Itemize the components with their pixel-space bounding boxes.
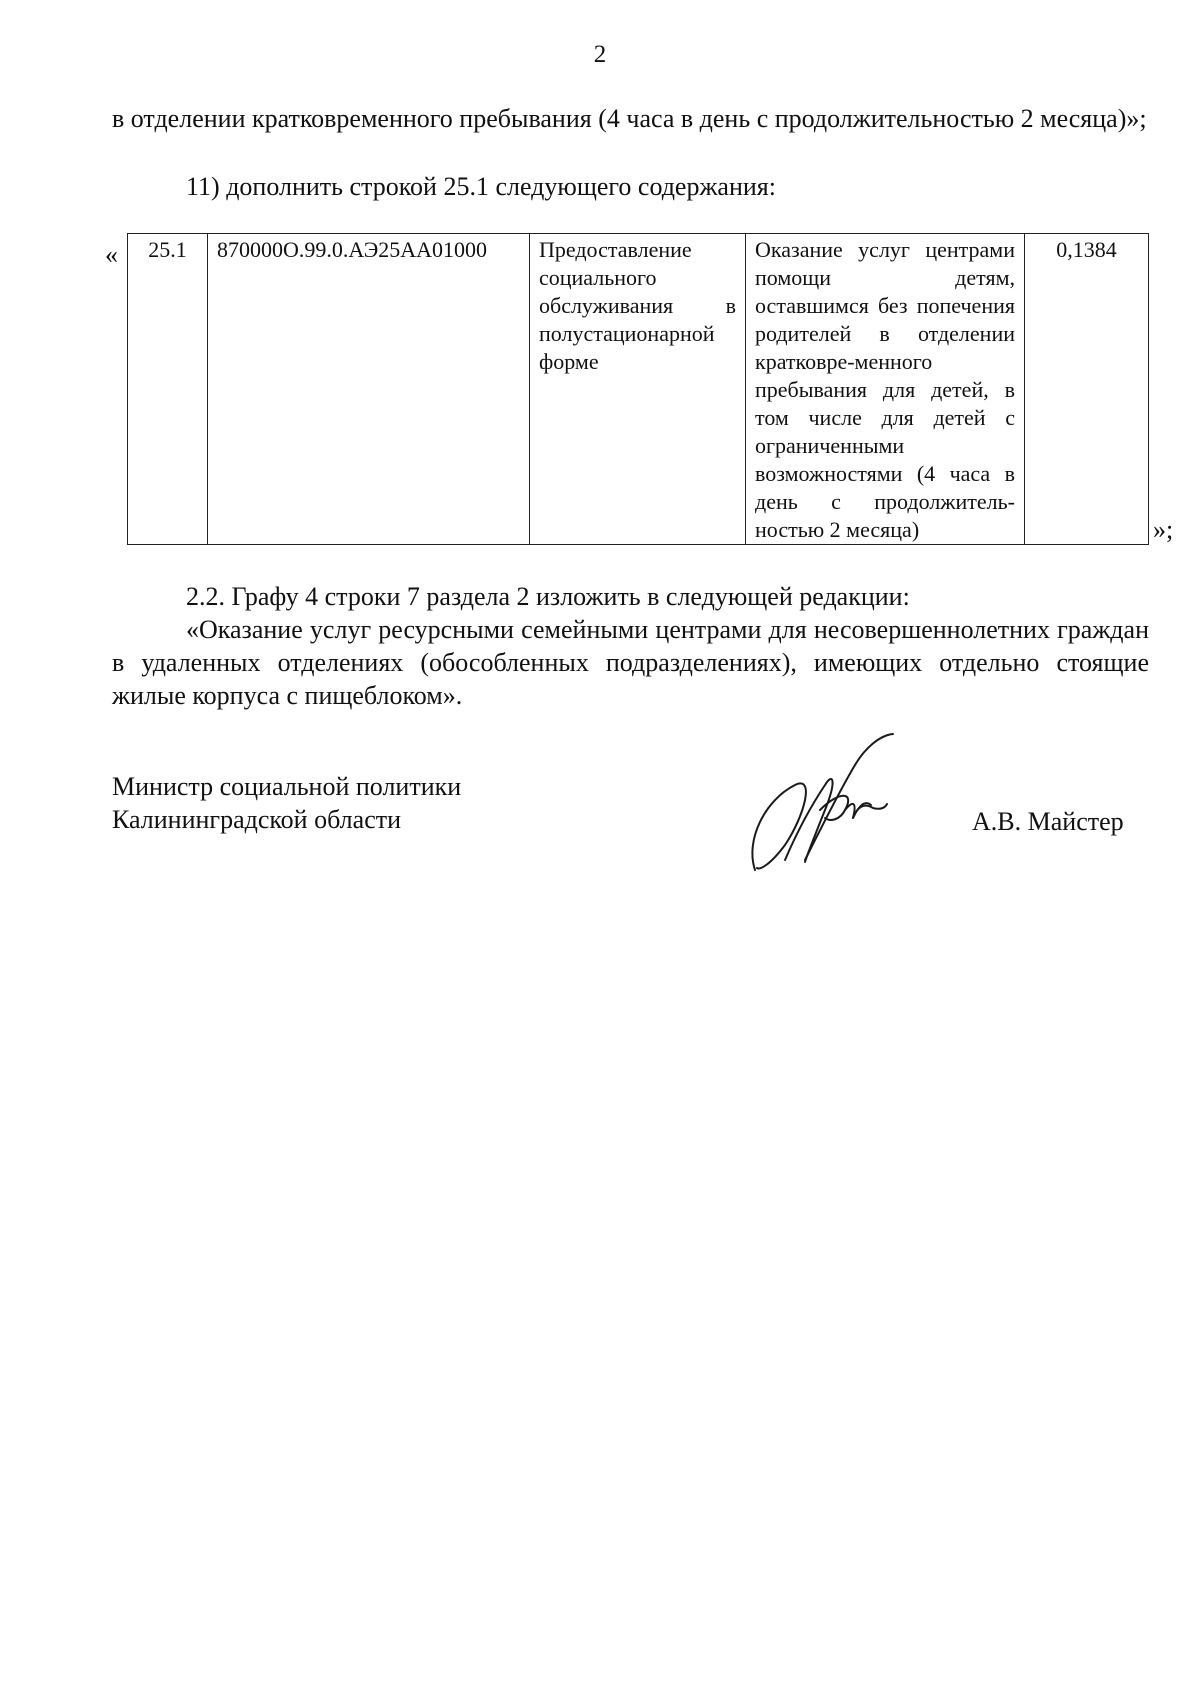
signatory-position xyxy=(112,770,461,836)
table-close-quote: »; xyxy=(1153,515,1174,544)
section-2-2-text: «Оказание услуг ресурсными семейными центрами для несовершеннолетних граждан в удаленных отделениях (обособленных подразделениях), имеющих отдельно стоящие жилые корпуса с пищеблоком». xyxy=(112,615,1149,710)
paragraph-item-11: 11) дополнить строкой 25.1 следующего содержания: xyxy=(186,172,776,201)
signatory-name: А.В. Майстер xyxy=(972,807,1124,836)
signatory-position-line1: Министр социальной политики xyxy=(112,772,462,801)
table-open-quote: « xyxy=(105,240,118,269)
cell-value: 0,1384 xyxy=(1025,234,1149,545)
cell-service-code: 870000О.99.0.АЭ25АА01000 xyxy=(208,234,530,545)
signatory-position-line2: Калининградской области xyxy=(112,805,402,834)
cell-service-description: Оказание услуг центрами помощи детям, оставшимся без попечения родителей в отделении кратковре-менного пребывания для детей, в том числе для детей с ограниченными возможностями (4 часа в день с продолжитель-ностью 2 месяца) xyxy=(746,234,1025,545)
page-number: 2 xyxy=(593,41,607,68)
amendment-table xyxy=(127,233,1149,545)
table-row xyxy=(128,234,1149,545)
paragraph-continuation: в отделении кратковременного пребывания (4 часа в день с продолжительностью 2 месяца)»; xyxy=(112,104,1147,133)
cell-service-form: Предоставление социального обслуживания в полустационарной форме xyxy=(530,234,746,545)
handwritten-signature xyxy=(745,730,925,880)
section-2-2-heading: 2.2. Графу 4 строки 7 раздела 2 изложить в следующей редакции: xyxy=(186,582,910,611)
cell-row-number: 25.1 xyxy=(128,234,208,545)
